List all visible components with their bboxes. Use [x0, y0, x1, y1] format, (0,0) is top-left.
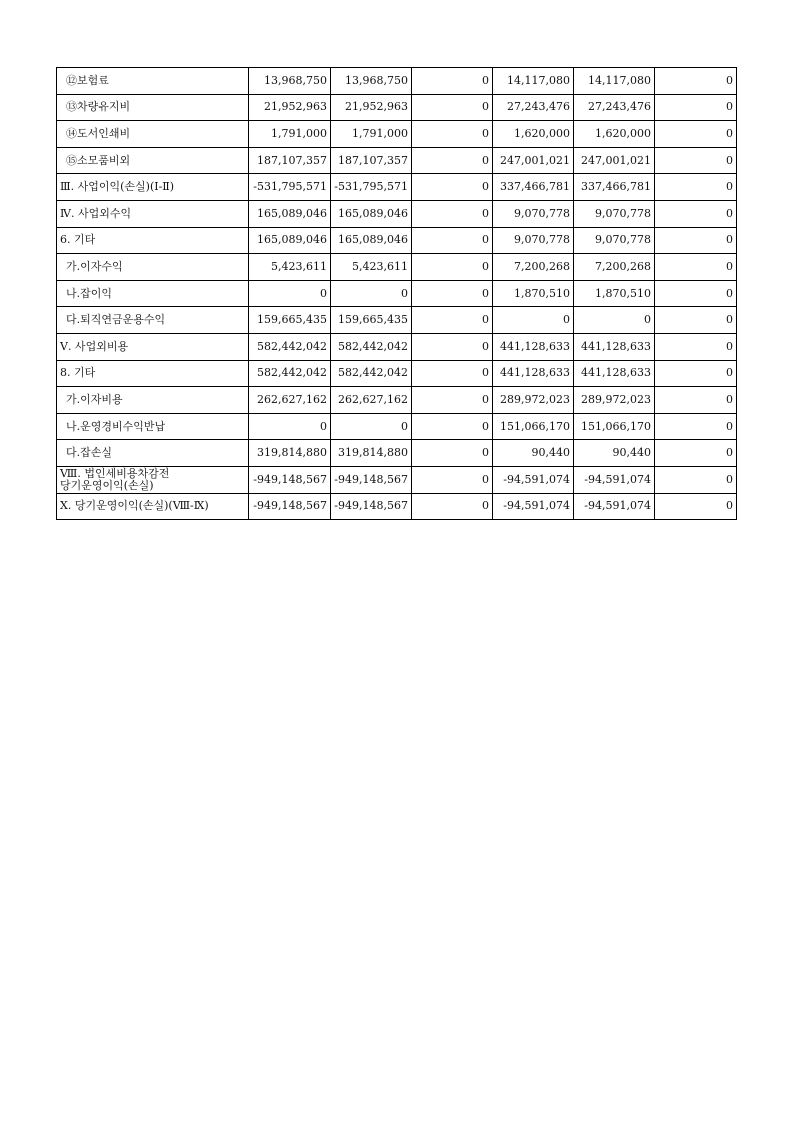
amount-cell: 0 [655, 227, 737, 254]
table-row [57, 307, 737, 334]
amount-cell: 0 [655, 466, 737, 493]
amount-cell: 14,117,080 [493, 68, 574, 95]
amount-cell: 14,117,080 [574, 68, 655, 95]
amount-cell: 0 [412, 387, 493, 414]
row-label: ⑬차량유지비 [57, 94, 249, 121]
table-row [57, 200, 737, 227]
row-label-line2: 당기운영이익(손실) [60, 478, 154, 492]
row-label: 8. 기타 [57, 360, 249, 387]
amount-cell: 165,089,046 [331, 227, 412, 254]
amount-cell: 187,107,357 [249, 147, 331, 174]
amount-cell: -949,148,567 [331, 493, 412, 520]
amount-cell: 0 [412, 227, 493, 254]
amount-cell: 0 [331, 413, 412, 440]
amount-cell: 582,442,042 [249, 333, 331, 360]
amount-cell: 319,814,880 [331, 440, 412, 467]
amount-cell: 0 [655, 413, 737, 440]
amount-cell: 0 [331, 280, 412, 307]
amount-cell: 7,200,268 [493, 254, 574, 281]
amount-cell: 9,070,778 [574, 200, 655, 227]
table-row [57, 68, 737, 95]
amount-cell: 0 [412, 68, 493, 95]
amount-cell: 0 [655, 121, 737, 148]
amount-cell: 0 [655, 307, 737, 334]
table-row [57, 121, 737, 148]
amount-cell: 165,089,046 [249, 227, 331, 254]
amount-cell: -531,795,571 [249, 174, 331, 201]
amount-cell: -94,591,074 [493, 493, 574, 520]
amount-cell: 9,070,778 [574, 227, 655, 254]
amount-cell: 0 [412, 200, 493, 227]
amount-cell: 21,952,963 [331, 94, 412, 121]
amount-cell: 165,089,046 [249, 200, 331, 227]
amount-cell: 0 [412, 174, 493, 201]
amount-cell: 1,620,000 [493, 121, 574, 148]
row-label: 다.잡손실 [57, 440, 249, 467]
amount-cell: 0 [655, 493, 737, 520]
row-label: ⑭도서인쇄비 [57, 121, 249, 148]
amount-cell: 0 [249, 413, 331, 440]
amount-cell: -94,591,074 [574, 493, 655, 520]
amount-cell: -949,148,567 [249, 493, 331, 520]
table-row [57, 466, 737, 493]
table-row [57, 360, 737, 387]
amount-cell: 441,128,633 [493, 333, 574, 360]
amount-cell: 5,423,611 [331, 254, 412, 281]
amount-cell: 0 [412, 493, 493, 520]
table-row [57, 413, 737, 440]
amount-cell: 187,107,357 [331, 147, 412, 174]
amount-cell: 1,870,510 [493, 280, 574, 307]
row-label [57, 466, 249, 493]
amount-cell: 441,128,633 [574, 360, 655, 387]
amount-cell: 0 [655, 360, 737, 387]
table-row [57, 280, 737, 307]
amount-cell: 151,066,170 [493, 413, 574, 440]
row-label: ⑮소모품비외 [57, 147, 249, 174]
amount-cell: 5,423,611 [249, 254, 331, 281]
amount-cell: 1,791,000 [331, 121, 412, 148]
row-label: ⑫보험료 [57, 68, 249, 95]
amount-cell: 289,972,023 [574, 387, 655, 414]
row-label: 가.이자비용 [57, 387, 249, 414]
amount-cell: 90,440 [493, 440, 574, 467]
amount-cell: 262,627,162 [249, 387, 331, 414]
row-label: Ⅳ. 사업외수익 [57, 200, 249, 227]
table-row [57, 440, 737, 467]
row-label-line1: Ⅷ. 법인세비용차감전 [60, 466, 170, 480]
amount-cell: 1,791,000 [249, 121, 331, 148]
amount-cell: 289,972,023 [493, 387, 574, 414]
table-row [57, 387, 737, 414]
amount-cell: 441,128,633 [493, 360, 574, 387]
amount-cell: 0 [655, 254, 737, 281]
row-label: 다.퇴직연금운용수익 [57, 307, 249, 334]
row-label: Ⅲ. 사업이익(손실)(Ⅰ-Ⅱ) [57, 174, 249, 201]
amount-cell: 13,968,750 [331, 68, 412, 95]
amount-cell: 247,001,021 [493, 147, 574, 174]
amount-cell: 0 [412, 440, 493, 467]
table-row [57, 227, 737, 254]
amount-cell: 165,089,046 [331, 200, 412, 227]
amount-cell: 0 [412, 121, 493, 148]
amount-cell: -94,591,074 [493, 466, 574, 493]
amount-cell: 27,243,476 [493, 94, 574, 121]
amount-cell: 0 [655, 333, 737, 360]
table-row [57, 174, 737, 201]
amount-cell: 0 [412, 94, 493, 121]
amount-cell: 0 [574, 307, 655, 334]
amount-cell: -949,148,567 [249, 466, 331, 493]
amount-cell: 0 [412, 333, 493, 360]
row-label: Ⅴ. 사업외비용 [57, 333, 249, 360]
amount-cell: 27,243,476 [574, 94, 655, 121]
amount-cell: 337,466,781 [574, 174, 655, 201]
amount-cell: 13,968,750 [249, 68, 331, 95]
amount-cell: -949,148,567 [331, 466, 412, 493]
amount-cell: 90,440 [574, 440, 655, 467]
amount-cell: 337,466,781 [493, 174, 574, 201]
amount-cell: 319,814,880 [249, 440, 331, 467]
amount-cell: 21,952,963 [249, 94, 331, 121]
amount-cell: 0 [655, 174, 737, 201]
amount-cell: 1,870,510 [574, 280, 655, 307]
amount-cell: 0 [249, 280, 331, 307]
amount-cell: 582,442,042 [249, 360, 331, 387]
amount-cell: 9,070,778 [493, 227, 574, 254]
amount-cell: 9,070,778 [493, 200, 574, 227]
amount-cell: 582,442,042 [331, 360, 412, 387]
amount-cell: -94,591,074 [574, 466, 655, 493]
amount-cell: 0 [655, 68, 737, 95]
amount-cell: 0 [412, 147, 493, 174]
table-row [57, 147, 737, 174]
amount-cell: 0 [655, 387, 737, 414]
row-label: 나.운영경비수익반납 [57, 413, 249, 440]
amount-cell: 0 [412, 413, 493, 440]
amount-cell: 1,620,000 [574, 121, 655, 148]
amount-cell: 0 [655, 440, 737, 467]
row-label: 6. 기타 [57, 227, 249, 254]
amount-cell: 0 [493, 307, 574, 334]
amount-cell: 582,442,042 [331, 333, 412, 360]
amount-cell: 441,128,633 [574, 333, 655, 360]
amount-cell: 7,200,268 [574, 254, 655, 281]
income-statement-table [56, 67, 737, 520]
table-row [57, 333, 737, 360]
amount-cell: 151,066,170 [574, 413, 655, 440]
row-label: 가.이자수익 [57, 254, 249, 281]
amount-cell: 0 [655, 280, 737, 307]
amount-cell: 247,001,021 [574, 147, 655, 174]
amount-cell: 0 [655, 147, 737, 174]
amount-cell: 262,627,162 [331, 387, 412, 414]
table-row [57, 254, 737, 281]
table-row [57, 493, 737, 520]
amount-cell: 0 [412, 254, 493, 281]
amount-cell: 0 [412, 360, 493, 387]
amount-cell: -531,795,571 [331, 174, 412, 201]
amount-cell: 0 [412, 280, 493, 307]
table-body [57, 68, 737, 520]
amount-cell: 0 [655, 94, 737, 121]
row-label: Ⅹ. 당기운영이익(손실)(Ⅷ-Ⅸ) [57, 493, 249, 520]
amount-cell: 159,665,435 [331, 307, 412, 334]
amount-cell: 159,665,435 [249, 307, 331, 334]
table-row [57, 94, 737, 121]
amount-cell: 0 [412, 466, 493, 493]
amount-cell: 0 [412, 307, 493, 334]
row-label: 나.잡이익 [57, 280, 249, 307]
amount-cell: 0 [655, 200, 737, 227]
